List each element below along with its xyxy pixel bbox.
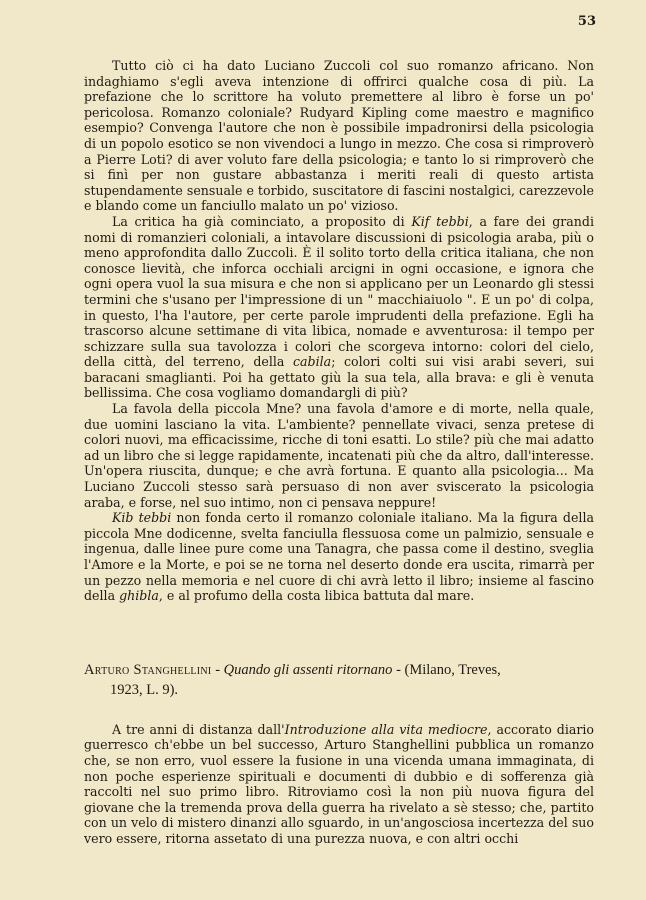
book-title-introduzione: Introduzione alla vita mediocre <box>284 721 488 737</box>
page-body <box>84 58 594 847</box>
paragraph-5: A tre anni di distanza dall'Introduzione alla vita mediocre, accorato diario guerresco ch'ebbe un bel successo, Arturo Stanghellini pubblica un romanzo che, se non erro, vuol essere la fusione in una vicenda umana immaginata, di non poche esperienze spirituali e documenti di dubbio e di sofferenza già raccolti nel suo primo libro. Ritroviamo così la non più nuova figura del giovane che la tremenda prova della guerra ha rivelato a sè stesso; che, partito con un velo di mistero dinanzi allo sguardo, in un'angosciosa incertezza del suo vero essere, ritorna assetato di una purezza nuova, e con altri occhi <box>84 721 594 846</box>
review-book-title: Quando gli assenti ritornano <box>223 661 393 678</box>
review-publisher: (Milano, Treves, <box>404 661 501 678</box>
book-title-kif-tebbi: Kif tebbi <box>411 213 469 229</box>
paragraph-4: Kib tebbi non fonda certo il romanzo coloniale italiano. Ma la figura della piccola Mne dodicenne, svelta fanciulla flessuosa come un palmizio, sensuale e ingenua, dalle linee pure come una Tanagra, che passa come il destino, sveglia l'Amore e la Morte, e poi se ne torna nel deserto donde era uscita, rimarrà per un pezzo nella memoria e nel cuore di chi avrà letto il libro; insieme al fascino della ghibla, e al profumo della costa libica battuta dal mare. <box>84 510 594 604</box>
page-number: 53 <box>577 14 596 29</box>
paragraph-3: La favola della piccola Mne? una favola d'amore e di morte, nella quale, due uomini lasciano la vita. L'ambiente? pennellate vivaci, senza pretese di colori nuovi, ma efficacissime, ricche di toni esatti. Lo stile? più che mai adatto ad un libro che si legge rapidamente, incatenati più che da altro, dall'interesse. Un'opera riuscita, dunque; e che avrà fortuna. E quanto alla psicologia... Ma Luciano Zuccoli stesso sarà persuaso di non aver sviscerato la psicologia araba, e forse, nel suo intimo, non ci pensava neppure! <box>84 401 594 510</box>
term-cabila: cabila <box>293 354 332 370</box>
paragraph-1: Tutto ciò ci ha dato Luciano Zuccoli col suo romanzo africano. Non indaghiamo s'egli aveva intenzione di offrirci qualche cosa di più. La prefazione che lo scrittore ha voluto premettere al libro è forse un po' pericolosa. Romanzo coloniale? Rudyard Kipling come maestro e magnifico esempio? Convenga l'autore che non è possibile impadronirsi della psicologia di un popolo esotico se non vivendoci a lungo in mezzo. Che cosa si rimproverò a Pierre Loti? di aver voluto fare della psicologia; e tanto lo si rimproverò che si finì per non gustare abbastanza i meriti reali di questo artista stupendamente sensuale e torbido, suscitatore di fascini nostalgici, carezzevole e blando come un fanciullo malato un po' vizioso. <box>84 58 594 214</box>
paragraph-2: La critica ha già cominciato, a proposito di Kif tebbi, a fare dei grandi nomi di romanzieri coloniali, a intavolare discussioni di psicologia araba, più o meno approfondita dallo Zuccoli. È il solito torto della critica italiana, che non conosce lievità, che inforca occhiali arcigni in ogni occasione, e ignora che ogni opera vuol la sua misura e che non si applicano per un Leonardo gli stessi termini che s'usano per l'impressione di un " macchiaiuolo ". E un po' di colpa, in questo, l'ha l'autore, per certe parole imprudenti della prefazione. Egli ha trascorso alcune settimane di vita libica, nomade e avventurosa: il tempo per schizzare sulla sua tavolozza i colori che scorgeva intorno: colori del cielo, della città, del terreno, della cabila; colori colti sui visi arabi severi, sui baracani smaglianti. Poi ha gettato giù la sua tela, alla brava: e gli è venuta bellissima. Che cosa vogliamo domandargli di più? <box>84 213 595 401</box>
review-heading: Arturo Stanghellini - Quando gli assenti ritornano - (Milano, Treves, 1923, L. 9). <box>84 661 501 698</box>
review-author: Arturo Stanghellini <box>84 661 212 678</box>
review-year-price: 1923, L. 9). <box>110 681 179 698</box>
term-ghibla: ghibla <box>119 588 159 604</box>
book-title-kib-tebbi: Kib tebbi <box>112 510 172 526</box>
